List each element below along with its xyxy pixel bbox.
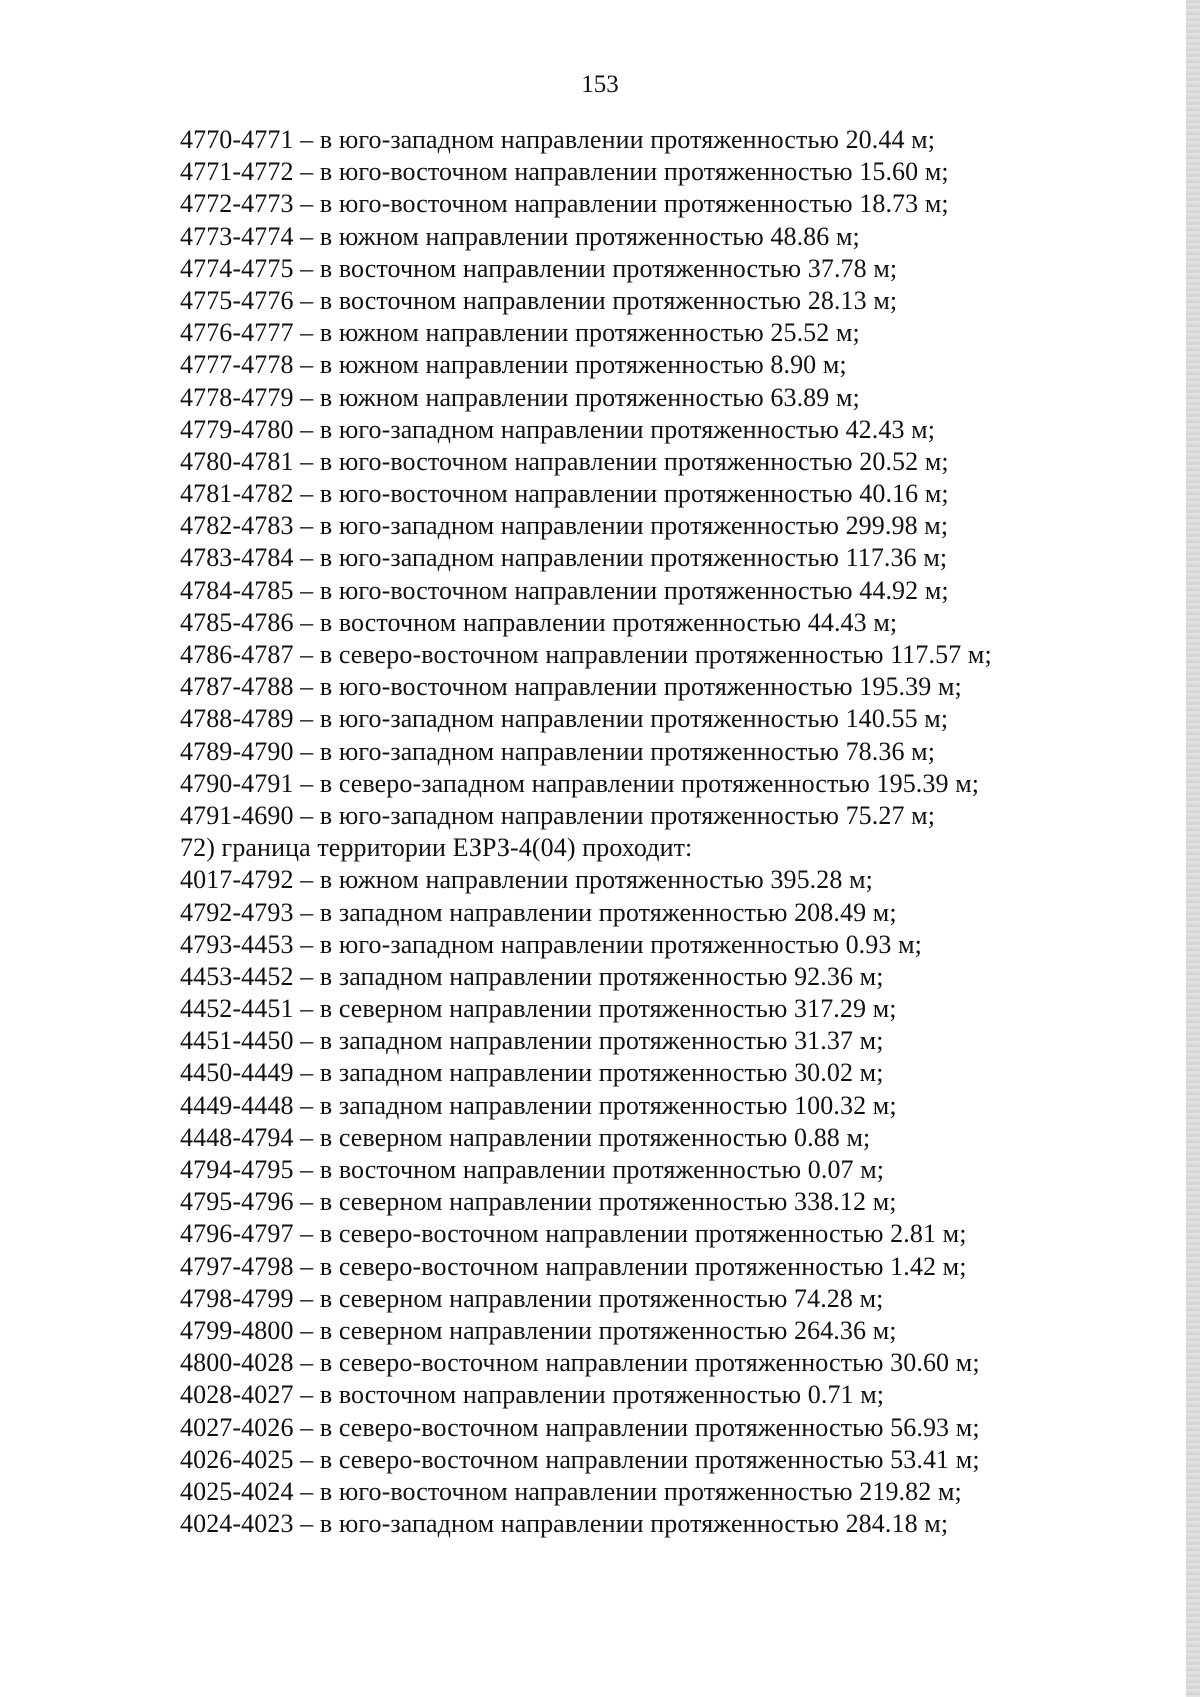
text-line: 4785-4786 – в восточном направлении протяженностью 44.43 м; [180,607,898,637]
text-line: 4792-4793 – в западном направлении протяженностью 208.49 м; [180,897,897,927]
text-line: 4795-4796 – в северном направлении протяженностью 338.12 м; [180,1187,897,1217]
text-line: 4779-4780 – в юго-западном направлении протяженностью 42.43 м; [180,414,936,444]
page-number: 153 [581,71,619,98]
text-line: 4793-4453 – в юго-западном направлении протяженностью 0.93 м; [180,929,922,959]
text-line: 4027-4026 – в северо-восточном направлении протяженностью 56.93 м; [180,1412,980,1442]
text-line: 4790-4791 – в северо-западном направлении протяженностью 195.39 м; [180,768,980,798]
text-line: 4776-4777 – в южном направлении протяженностью 25.52 м; [180,318,860,348]
text-line: 4799-4800 – в северном направлении протяженностью 264.36 м; [180,1315,897,1345]
text-line: 4449-4448 – в западном направлении протяженностью 100.32 м; [180,1090,897,1120]
text-line: 4777-4778 – в южном направлении протяженностью 8.90 м; [180,350,847,380]
text-line: 4797-4798 – в северо-восточном направлении протяженностью 1.42 м; [180,1251,967,1281]
text-line: 4771-4772 – в юго-восточном направлении протяженностью 15.60 м; [180,157,949,187]
text-line: 4796-4797 – в северо-восточном направлении протяженностью 2.81 м; [180,1219,967,1249]
text-line: 4028-4027 – в восточном направлении протяженностью 0.71 м; [180,1380,885,1410]
text-line: 4781-4782 – в юго-восточном направлении протяженностью 40.16 м; [180,479,949,509]
text-line: 4770-4771 – в юго-западном направлении протяженностью 20.44 м; [180,125,936,154]
text-line: 4451-4450 – в западном направлении протяженностью 31.37 м; [180,1026,884,1056]
text-line: 4774-4775 – в восточном направлении протяженностью 37.78 м; [180,253,898,283]
text-line: 4798-4799 – в северном направлении протяженностью 74.28 м; [180,1283,884,1313]
text-line: 4772-4773 – в юго-восточном направлении протяженностью 18.73 м; [180,189,949,219]
text-line: 4775-4776 – в восточном направлении протяженностью 28.13 м; [180,285,898,315]
text-line: 4778-4779 – в южном направлении протяженностью 63.89 м; [180,382,860,412]
scan-edge-strip [1186,0,1200,1697]
text-line: 4017-4792 – в южном направлении протяженностью 395.28 м; [180,865,873,895]
text-line: 4453-4452 – в западном направлении протяженностью 92.36 м; [180,961,884,991]
text-line: 4450-4449 – в западном направлении протяженностью 30.02 м; [180,1058,884,1088]
text-line: 4026-4025 – в северо-восточном направлении протяженностью 53.41 м; [180,1444,980,1474]
text-line: 4788-4789 – в юго-западном направлении протяженностью 140.55 м; [180,704,949,734]
text-line: 4780-4781 – в юго-восточном направлении протяженностью 20.52 м; [180,446,949,476]
text-line: 4791-4690 – в юго-западном направлении протяженностью 75.27 м; [180,800,936,830]
text-line: 4782-4783 – в юго-западном направлении протяженностью 299.98 м; [180,511,949,541]
text-line: 4800-4028 – в северо-восточном направлении протяженностью 30.60 м; [180,1348,980,1378]
text-line: 4773-4774 – в южном направлении протяженностью 48.86 м; [180,221,860,251]
text-line: 4786-4787 – в северо-восточном направлении протяженностью 117.57 м; [180,640,992,669]
text-line: 4784-4785 – в юго-восточном направлении протяженностью 44.92 м; [180,575,949,605]
text-line: 4787-4788 – в юго-восточном направлении протяженностью 195.39 м; [180,672,962,702]
text-line: 4789-4790 – в юго-западном направлении протяженностью 78.36 м; [180,736,936,766]
section-heading: 72) граница территории ЕЗРЗ-4(04) проходит: [180,833,693,863]
text-line: 4448-4794 – в северном направлении протяженностью 0.88 м; [180,1122,871,1152]
text-line: 4794-4795 – в восточном направлении протяженностью 0.07 м; [180,1155,885,1184]
boundary-description-list [180,124,1140,1540]
text-line: 4783-4784 – в юго-западном направлении протяженностью 117.36 м; [180,543,948,573]
text-line: 4025-4024 – в юго-восточном направлении протяженностью 219.82 м; [180,1476,962,1506]
text-line: 4024-4023 – в юго-западном направлении протяженностью 284.18 м; [180,1509,949,1539]
text-line: 4452-4451 – в северном направлении протяженностью 317.29 м; [180,994,897,1024]
